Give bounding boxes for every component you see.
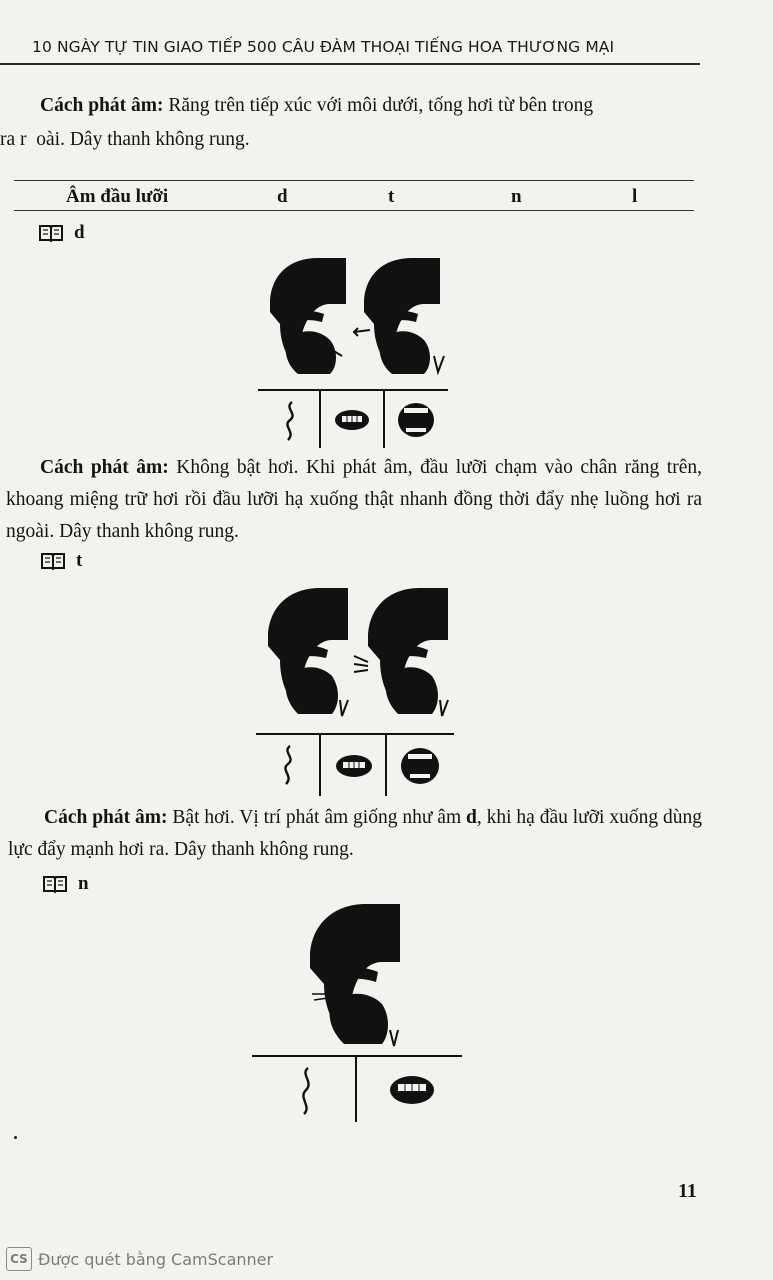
head-profile-icon bbox=[310, 904, 400, 1046]
head-profile-icon bbox=[368, 588, 448, 716]
articulation-figure-d bbox=[258, 252, 450, 448]
mouth-teeth-closed-icon bbox=[336, 755, 372, 777]
head-profile-icon bbox=[268, 588, 348, 716]
subsection-n bbox=[42, 873, 89, 895]
vocal-wave-icon bbox=[303, 1068, 308, 1114]
mouth-open-icon bbox=[398, 403, 434, 437]
intro-line1: Răng trên tiếp xúc với môi dưới, tống hơi từ bên trong bbox=[163, 95, 594, 116]
camscanner-logo: CS bbox=[6, 1247, 32, 1271]
subsection-letter-t: t bbox=[76, 550, 83, 571]
table-col-t: t bbox=[388, 186, 395, 207]
table-col-d: d bbox=[277, 186, 288, 207]
table-col-l: l bbox=[632, 186, 638, 207]
subsection-d bbox=[38, 222, 85, 244]
subsection-t bbox=[40, 550, 82, 572]
description-d-label: Cách phát âm: bbox=[40, 457, 169, 478]
head-profile-icon bbox=[270, 258, 346, 374]
head-profile-icon bbox=[364, 258, 444, 374]
articulation-figure-t bbox=[256, 584, 456, 796]
description-t-text-before: Bật hơi. Vị trí phát âm giống như âm bbox=[167, 807, 466, 828]
camscanner-watermark bbox=[6, 1247, 273, 1271]
description-t-text-after: , khi hạ đầu lưỡi xuống dùng lực đẩy mạnh hơi ra. Dây thanh không rung. bbox=[8, 807, 702, 860]
intro-line2: ra r oài. Dây thanh không rung. bbox=[0, 129, 250, 150]
intro-paragraph-line2 bbox=[0, 124, 700, 156]
table-bottom-rule bbox=[14, 210, 694, 211]
subsection-letter-n: n bbox=[78, 873, 89, 894]
table-header-label: Âm đầu lưỡi bbox=[66, 186, 169, 207]
mouth-open-icon bbox=[401, 748, 439, 784]
mouth-teeth-closed-icon bbox=[335, 410, 369, 430]
description-d bbox=[6, 452, 702, 548]
description-t-text-bold: d bbox=[466, 807, 477, 828]
articulation-figure-n bbox=[252, 902, 464, 1124]
book-icon bbox=[40, 551, 66, 571]
table-top-rule bbox=[14, 180, 694, 181]
camscanner-text: Được quét bằng CamScanner bbox=[38, 1249, 274, 1269]
intro-paragraph bbox=[40, 90, 702, 122]
stray-mark bbox=[14, 1136, 17, 1139]
vocal-wave-icon bbox=[285, 746, 290, 784]
table-col-n: n bbox=[511, 186, 522, 207]
page-number: 11 bbox=[678, 1180, 697, 1202]
description-t-label: Cách phát âm: bbox=[44, 807, 168, 828]
subsection-letter-d: d bbox=[74, 222, 85, 243]
book-icon bbox=[42, 874, 68, 894]
intro-label: Cách phát âm: bbox=[40, 95, 164, 116]
mouth-teeth-closed-icon bbox=[390, 1076, 434, 1104]
book-icon bbox=[38, 223, 64, 243]
description-t bbox=[8, 802, 702, 866]
vocal-wave-icon bbox=[287, 402, 292, 440]
description-d-text: Không bật hơi. Khi phát âm, đầu lưỡi chạm vào chân răng trên, khoang miệng trữ hơi rồi đầu lưỡi hạ xuống thật nhanh đồng thời đẩy nhẹ luồng hơi ra ngoài. Dây thanh không rung. bbox=[6, 457, 702, 542]
header-rule bbox=[0, 63, 700, 65]
running-header: 10 NGÀY TỰ TIN GIAO TIẾP 500 CÂU ĐÀM THOẠI TIẾNG HOA THƯƠNG MẠI bbox=[32, 38, 615, 56]
